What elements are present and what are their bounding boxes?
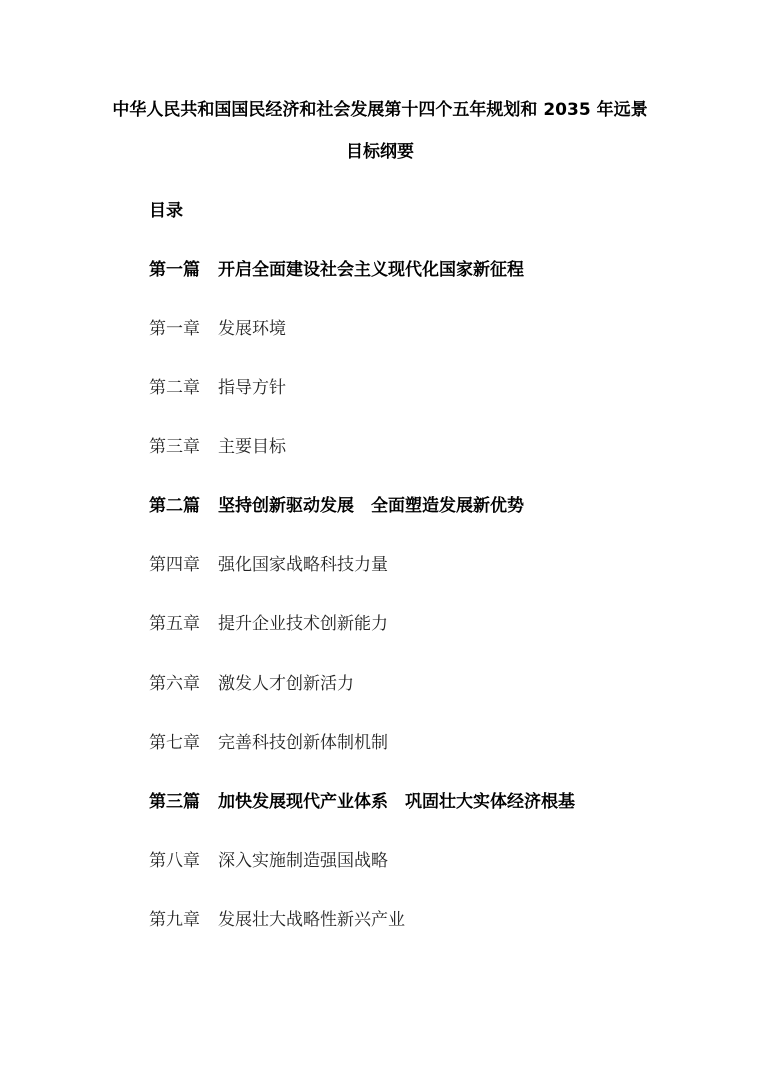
toc-chapter-8 [149,849,388,873]
toc-heading: 目录 [149,201,183,221]
chapter-title: 指导方针 [218,378,286,398]
part-title-b: 巩固壮大实体经济根基 [405,792,575,812]
toc-part-1 [149,258,524,282]
chapter-number: 第九章 [149,910,200,930]
chapter-title: 提升企业技术创新能力 [218,614,388,634]
chapter-title: 完善科技创新体制机制 [218,733,388,753]
toc-part-3 [149,790,575,814]
chapter-number: 第六章 [149,674,200,694]
chapter-number: 第三章 [149,437,200,457]
part-number: 第二篇 [149,496,200,516]
toc-chapter-2 [149,376,286,400]
chapter-number: 第一章 [149,319,200,339]
part-title: 开启全面建设社会主义现代化国家新征程 [218,260,524,280]
toc-chapter-7 [149,731,388,755]
chapter-title: 发展环境 [218,319,286,339]
document-title-line-1: 中华人民共和国国民经济和社会发展第十四个五年规划和 2035 年远景 [112,100,648,120]
chapter-title: 主要目标 [218,437,286,457]
toc-chapter-1 [149,317,286,341]
chapter-number: 第四章 [149,555,200,575]
toc-chapter-4 [149,553,388,577]
part-number: 第三篇 [149,792,200,812]
chapter-number: 第二章 [149,378,200,398]
chapter-number: 第七章 [149,733,200,753]
document-title-line-2: 目标纲要 [346,142,414,162]
chapter-title: 强化国家战略科技力量 [218,555,388,575]
part-title-a: 加快发展现代产业体系 [218,792,388,812]
part-title-b: 全面塑造发展新优势 [371,496,524,516]
part-number: 第一篇 [149,260,200,280]
toc-chapter-3 [149,435,286,459]
toc-chapter-6 [149,672,354,696]
toc-part-2 [149,494,524,518]
chapter-title: 深入实施制造强国战略 [218,851,388,871]
chapter-number: 第八章 [149,851,200,871]
toc-chapter-5 [149,612,388,636]
toc-chapter-9 [149,908,405,932]
chapter-title: 激发人才创新活力 [218,674,354,694]
chapter-number: 第五章 [149,614,200,634]
chapter-title: 发展壮大战略性新兴产业 [218,910,405,930]
part-title-a: 坚持创新驱动发展 [218,496,354,516]
